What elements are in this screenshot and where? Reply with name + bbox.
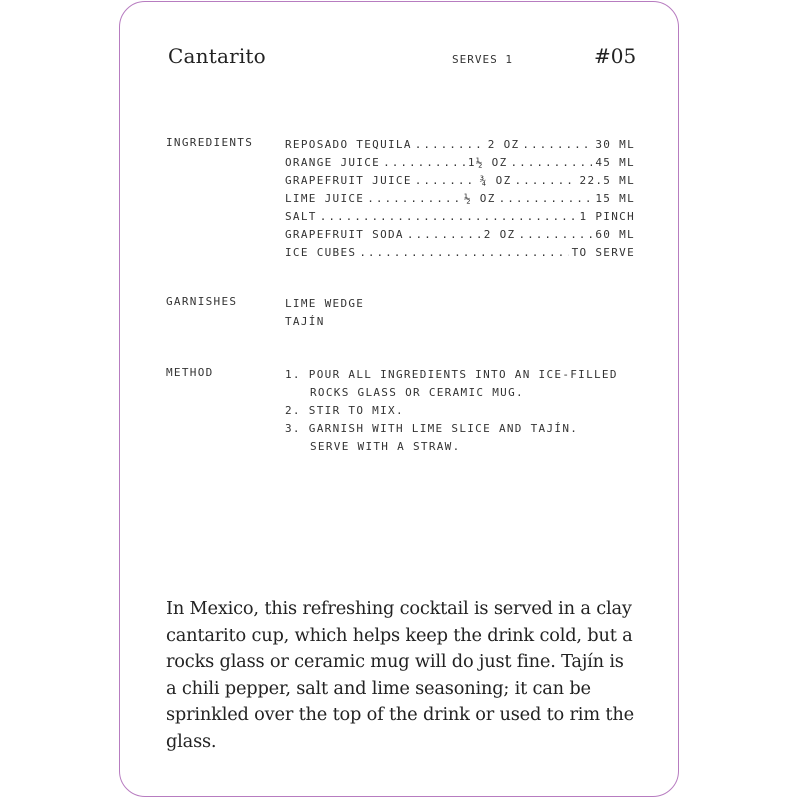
garnishes-list bbox=[285, 295, 364, 331]
ingredient-name: SALT bbox=[285, 210, 317, 223]
ingredient-row bbox=[285, 154, 635, 172]
ingredients-label: INGREDIENTS bbox=[166, 136, 254, 149]
ingredient-row bbox=[285, 208, 635, 226]
ingredient-ml: 45 ML bbox=[595, 156, 635, 169]
dot-leader bbox=[522, 136, 592, 154]
dot-leader bbox=[499, 190, 593, 208]
ingredient-row bbox=[285, 172, 635, 190]
garnish-item: LIME WEDGE bbox=[285, 297, 365, 310]
ingredient-name: REPOSADO TEQUILA bbox=[285, 138, 412, 151]
ingredient-name: GRAPEFRUIT JUICE bbox=[285, 174, 412, 187]
ingredient-name: ORANGE JUICE bbox=[285, 156, 381, 169]
ingredient-name: ICE CUBES bbox=[285, 246, 357, 259]
dot-leader bbox=[359, 244, 568, 262]
recipe-title: Cantarito bbox=[168, 44, 266, 68]
dot-leader bbox=[367, 190, 461, 208]
dot-leader bbox=[515, 172, 577, 190]
step-number: 3. bbox=[285, 422, 301, 435]
dot-leader bbox=[511, 154, 593, 172]
ingredient-oz: 1½ OZ bbox=[467, 156, 508, 169]
ingredient-ml: 15 ML bbox=[595, 192, 635, 205]
method-step bbox=[285, 402, 618, 420]
dot-leader bbox=[383, 154, 465, 172]
dot-leader bbox=[320, 208, 577, 226]
recipe-number: #05 bbox=[594, 44, 637, 68]
ingredients-list bbox=[285, 136, 635, 262]
ingredient-row bbox=[285, 244, 635, 262]
dot-leader bbox=[415, 172, 477, 190]
ingredient-oz: 2 OZ bbox=[487, 138, 520, 151]
ingredient-row bbox=[285, 226, 635, 244]
dot-leader bbox=[407, 226, 481, 244]
ingredient-oz: 2 OZ bbox=[483, 228, 516, 241]
ingredient-row bbox=[285, 136, 635, 154]
dot-leader bbox=[518, 226, 592, 244]
serves-label: SERVES 1 bbox=[452, 53, 513, 66]
method-step bbox=[285, 420, 618, 438]
method-step-continuation: ROCKS GLASS OR CERAMIC MUG. bbox=[310, 386, 524, 399]
ingredient-ml: 30 ML bbox=[595, 138, 635, 151]
method-list bbox=[285, 366, 618, 456]
step-text: GARNISH WITH LIME SLICE AND TAJÍN. bbox=[308, 422, 579, 435]
step-number: 2. bbox=[285, 404, 301, 417]
step-number: 1. bbox=[285, 368, 301, 381]
ingredient-oz: ½ OZ bbox=[463, 192, 496, 205]
garnish-item: TAJÍN bbox=[285, 315, 325, 328]
ingredient-ml: 1 PINCH bbox=[579, 210, 635, 223]
method-label: METHOD bbox=[166, 366, 214, 379]
ingredient-ml: 22.5 ML bbox=[579, 174, 635, 187]
step-text: STIR TO MIX. bbox=[308, 404, 404, 417]
ingredient-ml: TO SERVE bbox=[571, 246, 635, 259]
ingredient-oz: ¾ OZ bbox=[479, 174, 512, 187]
method-step-continuation: SERVE WITH A STRAW. bbox=[310, 440, 461, 453]
ingredient-name: GRAPEFRUIT SODA bbox=[285, 228, 404, 241]
recipe-description: In Mexico, this refreshing cocktail is served in a clay cantarito cup, which helps keep the drink cold, but a rocks glass or ceramic mug will do just fine. Tajín is a chili pepper, salt and lime seasoning; it can be sprinkled over the top of the drink or used to rim the glass. bbox=[166, 598, 634, 752]
method-step bbox=[285, 366, 618, 384]
ingredient-row bbox=[285, 190, 635, 208]
dot-leader bbox=[415, 136, 485, 154]
garnishes-label: GARNISHES bbox=[166, 295, 238, 308]
step-text: POUR ALL INGREDIENTS INTO AN ICE-FILLED bbox=[308, 368, 618, 381]
ingredient-name: LIME JUICE bbox=[285, 192, 365, 205]
ingredient-ml: 60 ML bbox=[595, 228, 635, 241]
